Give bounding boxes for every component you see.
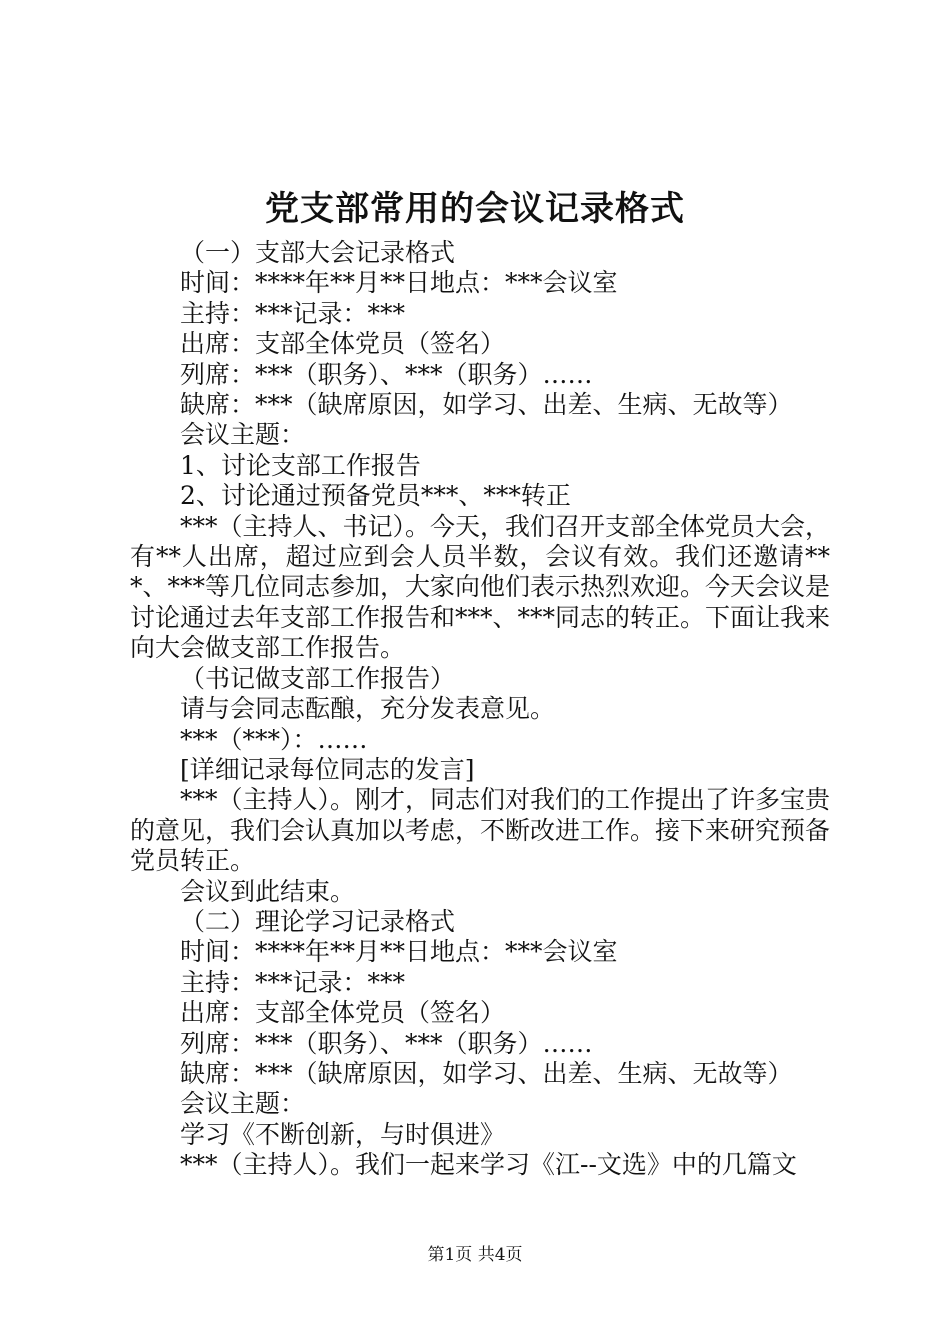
study-host-line: 主持：***记录：*** [180, 967, 406, 997]
study-host-paragraph: ***（主持人）。我们一起来学习《江--文选》中的几篇文 [180, 1150, 797, 1180]
meeting-host-line: 主持：***记录：*** [180, 298, 406, 328]
study-absence-line: 缺席：***（缺席原因，如学习、出差、生病、无故等） [180, 1058, 793, 1088]
page-number-footer: 第1页 共4页 [427, 1245, 523, 1265]
record-note: [详细记录每位同志的发言] [180, 754, 475, 784]
document-body [130, 238, 830, 1181]
host-opening-paragraph: ***（主持人、书记）。今天，我们召开支部全体党员大会，有**人出席，超过应到会人员半数，会议有效。我们还邀请***、***等几位同志参加，大家向他们表示热烈欢迎。今天会议是讨论通过去年支部工作报告和***、***同志的转正。下面让我来向大会做支部工作报告。 [130, 511, 831, 663]
document-title: 党支部常用的会议记录格式 [265, 189, 685, 229]
meeting-end-line: 会议到此结束。 [180, 876, 356, 906]
section-heading-1: （一）支部大会记录格式 [180, 238, 456, 267]
meeting-observers-line: 列席：***（职务）、***（职务）…… [180, 359, 593, 389]
host-summary-paragraph: ***（主持人）。刚才，同志们对我们的工作提出了许多宝贵的意见，我们会认真加以考虑，不断改进工作。接下来研究预备党员转正。 [130, 785, 831, 876]
discussion-prompt: 请与会同志酝酿，充分发表意见。 [180, 694, 556, 724]
study-time-line: 时间：****年**月**日地点：***会议室 [180, 937, 618, 967]
speaker-line: ***（***）：…… [180, 724, 368, 754]
study-observers-line: 列席：***（职务）、***（职务）…… [180, 1028, 593, 1058]
meeting-topic-item-2: 2、讨论通过预备党员***、***转正 [180, 481, 571, 511]
study-topic-label: 会议主题： [180, 1089, 306, 1119]
study-topic-item: 学习《不断创新，与时俱进》 [180, 1119, 506, 1149]
meeting-attendance-line: 出席：支部全体党员（签名） [180, 329, 506, 359]
meeting-time-line: 时间：****年**月**日地点：***会议室 [180, 268, 618, 298]
meeting-topic-item-1: 1、讨论支部工作报告 [180, 450, 421, 480]
meeting-absence-line: 缺席：***（缺席原因，如学习、出差、生病、无故等） [180, 390, 793, 420]
study-attendance-line: 出席：支部全体党员（签名） [180, 998, 506, 1028]
section-heading-2: （二）理论学习记录格式 [180, 906, 456, 936]
meeting-topic-label: 会议主题： [180, 420, 306, 450]
report-note: （书记做支部工作报告） [180, 663, 456, 693]
